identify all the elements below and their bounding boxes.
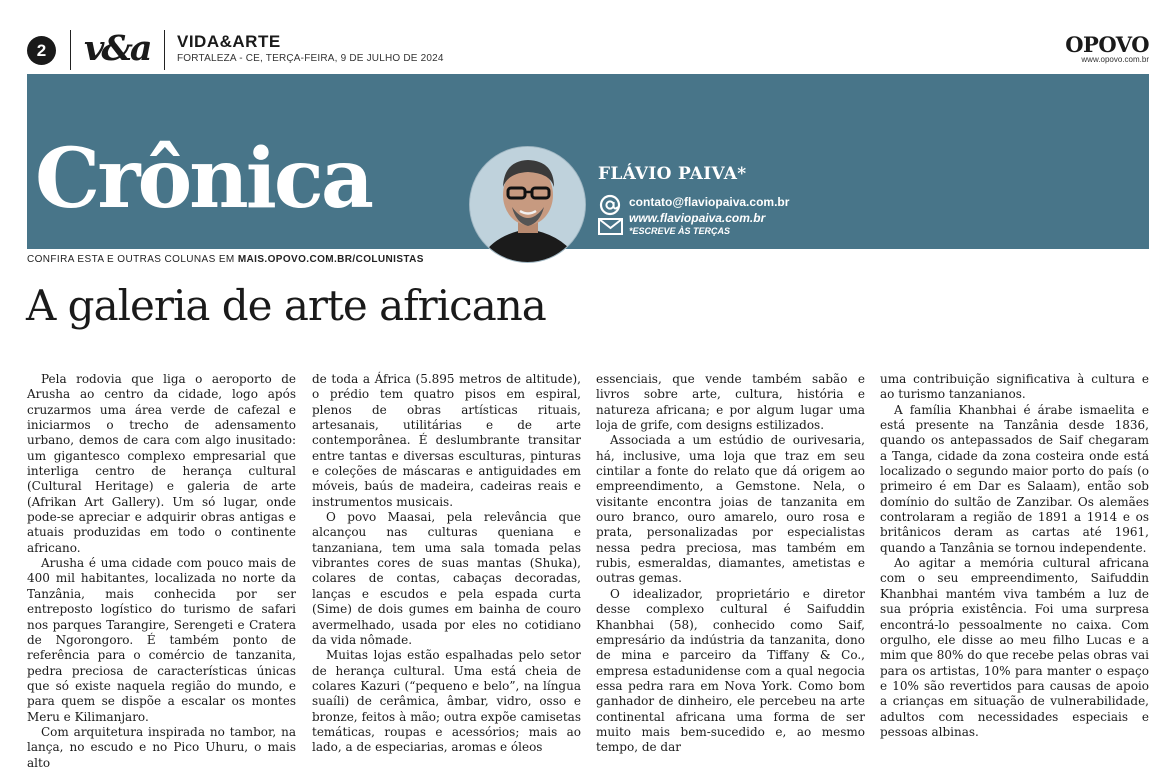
section-logo: v&a — [84, 28, 150, 69]
article-paragraph: O idealizador, proprietário e diretor desse complexo cultural é Saifuddin Khanbhai (58), conhecido como Saif, empresário da indústria da tanzanita, dono de mina e parceiro da Tiffany & Co., empresa estadunidense com a qual negocia essa pedra rara em Nova York. Como bom ganhador de dinheiro, ele percebeu na arte continental africana uma forma de ser muito mais bem-sucedido e, ao mesmo tempo, de dar — [596, 586, 865, 755]
publication-note: *ESCREVE ÀS TERÇAS — [629, 226, 731, 236]
article-paragraph: A família Khanbhai é árabe ismaelita e está presente na Tanzânia desde 1836, quando os antepassados de Saif chegaram a Tanga, cidade da zona costeira onde está localizado o segundo maior porto do país (o primeiro é em Dar es Salaam), então sob domínio do sultão de Zanzibar. Os alemães controlaram a região de 1891 a 1914 e os britânicos deram as cartas até 1961, quando a Tanzânia se tornou independente. — [880, 402, 1149, 555]
article-paragraph: O povo Maasai, pela relevância que alcançou nas culturas queniana e tanzaniana, tem uma sala tomada pelas vibrantes cores de suas mantas (Shuka), colares de contas, cabaças decoradas, lanças e escudos e pela espada curta (Sime) de dois gumes em bainha de couro avermelhado, usada por eles no cotidiano da vida nômade. — [312, 510, 581, 647]
article-paragraph: de toda a África (5.895 metros de altitude), o prédio tem quatro pisos em espiral, plenos de obras artísticas rituais, artesanais, utilitárias e de arte contemporânea. É deslumbrante transitar entre tantas e diversas esculturas, pinturas e coleções de máscaras e antiguidades em móveis, baús de madeira, cadeiras reais e instrumentos musicais. — [312, 372, 581, 509]
newspaper-logo[interactable]: OPOVO — [1065, 32, 1149, 57]
envelope-icon — [599, 219, 622, 234]
columns-promo-text: CONFIRA ESTA E OUTRAS COLUNAS EM — [27, 254, 238, 265]
article-paragraph: uma contribuição significativa à cultura e ao turismo tanzanianos. — [880, 372, 1149, 402]
article-paragraph: Muitas lojas estão espalhadas pelo setor de herança cultural. Uma está cheia de colares Kazuri (“pequeno e belo”, na língua suaíli) de cerâmica, âmbar, vidro, osso e bronze, feitos à mão; outra expõe camisetas temáticas, roupas e acessórios; mais ao lado, a de especiarias, aromas e óleos — [312, 648, 581, 755]
article-column-1 — [27, 372, 296, 769]
page-number: 2 — [27, 36, 56, 65]
article-paragraph: Arusha é uma cidade com pouco mais de 400 mil habitantes, localizada no norte da Tanzânia, mais conhecida por ser entreposto logístico do turismo de safari nos parques Tarangire, Serengeti e Cratera de Ngorongoro. É também ponto de referência para o comércio de tanzanita, pedra preciosa de características únicas que só existe naquela região do mundo, e para quem se dispõe a escalar os montes Meru e Kilimanjaro. — [27, 556, 296, 724]
newspaper-url[interactable]: www.opovo.com.br — [1081, 55, 1149, 64]
article-paragraph: Com arquitetura inspirada no tambor, na lança, no escudo e no Pico Uhuru, o mais alto — [27, 724, 296, 769]
columns-promo-link[interactable]: MAIS.OPOVO.COM.BR/COLUNISTAS — [237, 254, 424, 265]
columns-promo — [27, 254, 424, 265]
article-paragraph: Ao agitar a memória cultural africana com o seu empreendimento, Saifuddin Khanbhai mantém viva também a luz de sua própria existência. Foi uma surpresa encontrá-lo pessoalmente no caixa. Com orgulho, ele disse ao meu filho Lucas e a mim que 80% do que recebe pelas obras vai para os artistas, 10% para manter o espaço e 10% são revertidos para causas de apoio a crianças em situação de vulnerabilidade, adultos com necessidades especiais e pessoas albinas. — [880, 556, 1149, 739]
author-avatar — [469, 146, 586, 263]
at-sign-icon — [601, 196, 619, 214]
section-name: VIDA&ARTE — [177, 32, 281, 51]
author-name: FLÁVIO PAIVA* — [598, 164, 747, 184]
article-column-4 — [880, 372, 1149, 740]
article-column-2 — [312, 372, 581, 756]
article-column-3 — [596, 372, 865, 756]
article-paragraph: Pela rodovia que liga o aeroporto de Arusha ao centro da cidade, logo após cruzarmos uma área verde de cafezal e iniciarmos o trecho de adensamento urbano, demos de cara com algo inusitado: um gigantesco complexo empresarial que interliga centro de herança cultural (Cultural Heritage) e galeria de arte (Afrikan Art Gallery). Um só lugar, onde pode-se apreciar e adquirir obras antigas e atuais produzidas em todo o continente africano. — [27, 372, 296, 555]
article-paragraph: essenciais, que vende também sabão e livros sobre arte, cultura, história e natureza africana; e por algum lugar uma loja de grife, com designs estilizados. — [596, 372, 865, 433]
column-title: Crônica — [35, 131, 371, 227]
column-banner — [27, 74, 1149, 249]
dateline: FORTALEZA - CE, TERÇA-FEIRA, 9 DE JULHO DE 2024 — [177, 53, 444, 64]
article-headline: A galeria de arte africana — [26, 281, 546, 330]
contact-icons — [597, 194, 625, 238]
author-email[interactable]: contato@flaviopaiva.com.br — [629, 195, 790, 209]
header-divider — [70, 30, 71, 70]
header-divider — [164, 30, 165, 70]
author-website[interactable]: www.flaviopaiva.com.br — [629, 211, 766, 225]
article-paragraph: Associada a um estúdio de ourivesaria, há, inclusive, uma loja que traz em seu cintilar a fonte do relato que dá origem ao empreendimento, a Gemstone. Nela, o visitante encontra joias de tanzanita em ouro branco, ouro amarelo, ouro rosa e prata, personalizadas por especialistas nessa pedra preciosa, mas também em rubis, esmeraldas, diamantes, ametistas e outras gemas. — [596, 433, 865, 586]
